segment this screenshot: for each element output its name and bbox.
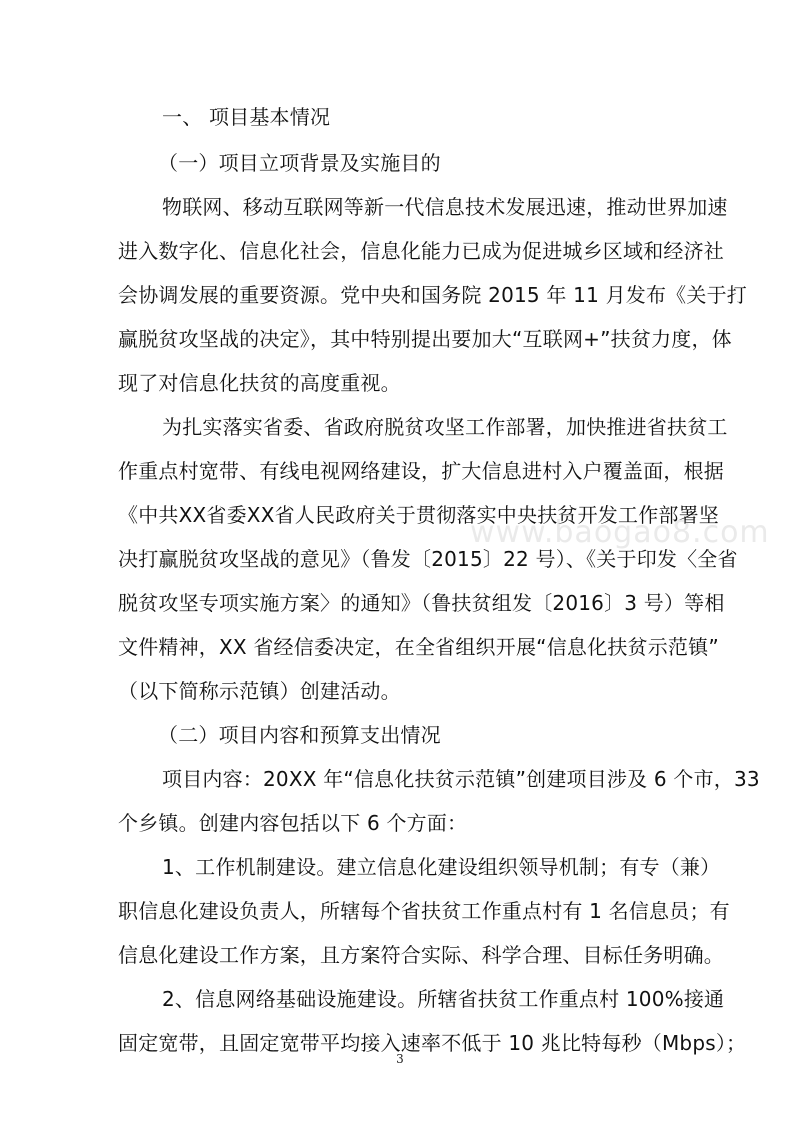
- paragraph-line: 项目内容：20XX 年“信息化扶贫示范镇”创建项目涉及 6 个市，33: [162, 767, 760, 791]
- page-number: 3: [396, 1052, 404, 1066]
- subsection-heading: （一）项目立项背景及实施目的: [158, 151, 441, 175]
- paragraph-line: （以下简称示范镇）创建活动。: [118, 679, 401, 703]
- paragraph-line: 职信息化建设负责人，所辖每个省扶贫工作重点村有 1 名信息员；有: [118, 899, 730, 923]
- paragraph-line: 作重点村宽带、有线电视网络建设，扩大信息进村入户覆盖面，根据: [118, 459, 724, 483]
- paragraph-line: 物联网、移动互联网等新一代信息技术发展迅速，推动世界加速: [162, 195, 728, 219]
- paragraph-line: 决打赢脱贫攻坚战的意见》（鲁发〔2015〕22 号）、《关于印发〈全省: [118, 547, 738, 571]
- paragraph-line: 为扎实落实省委、省政府脱贫攻坚工作部署，加快推进省扶贫工: [162, 415, 728, 439]
- paragraph-line: 信息化建设工作方案，且方案符合实际、科学合理、目标任务明确。: [118, 943, 724, 967]
- paragraph-line: 现了对信息化扶贫的高度重视。: [118, 371, 401, 395]
- paragraph-line: 2、信息网络基础设施建设。所辖省扶贫工作重点村 100%接通: [162, 987, 725, 1011]
- paragraph-line: 个乡镇。创建内容包括以下 6 个方面：: [118, 811, 468, 835]
- section-heading: 一、 项目基本情况: [162, 105, 331, 129]
- paragraph-line: 固定宽带，且固定宽带平均接入速率不低于 10 兆比特每秒（Mbps）；: [118, 1031, 747, 1055]
- paragraph-line: 进入数字化、信息化社会，信息化能力已成为促进城乡区域和经济社: [118, 239, 724, 263]
- watermark: www.baogao8.com: [470, 515, 770, 550]
- paragraph-line: 会协调发展的重要资源。党中央和国务院 2015 年 11 月发布《关于打: [118, 283, 747, 307]
- paragraph-line: 脱贫攻坚专项实施方案〉的通知》（鲁扶贫组发〔2016〕3 号）等相: [118, 591, 725, 615]
- paragraph-line: 《中共XX省委XX省人民政府关于贯彻落实中央扶贫开发工作部署坚: [118, 503, 720, 527]
- paragraph-line: 赢脱贫攻坚战的决定》，其中特别提出要加大“互联网+”扶贫力度，体: [118, 327, 732, 351]
- subsection-heading: （二）项目内容和预算支出情况: [158, 723, 441, 747]
- paragraph-line: 1、工作机制建设。建立信息化建设组织领导机制；有专（兼）: [162, 855, 721, 879]
- paragraph-line: 文件精神，XX 省经信委决定，在全省组织开展“信息化扶贫示范镇”: [118, 635, 719, 659]
